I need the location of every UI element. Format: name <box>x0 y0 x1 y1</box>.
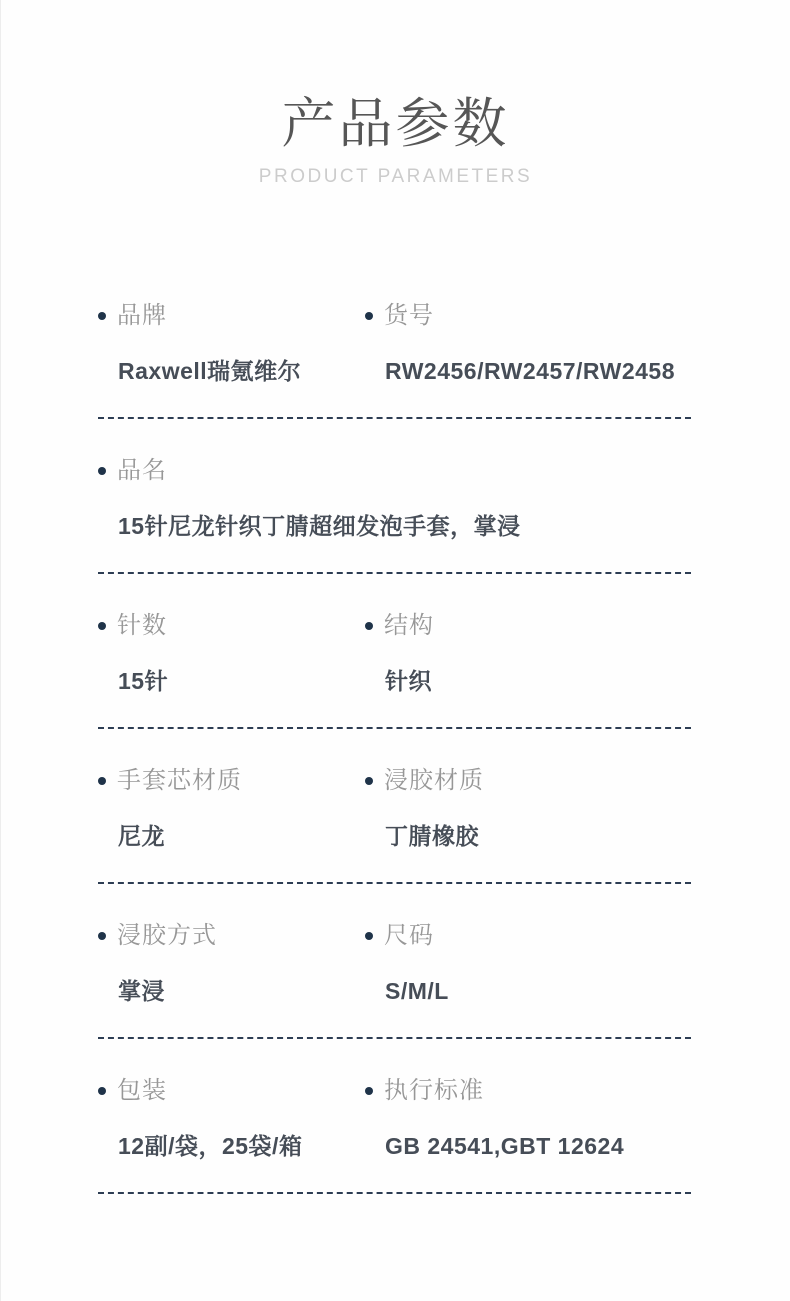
param-value: 12副/袋，25袋/箱 <box>118 1133 303 1159</box>
param-label: 针数 <box>117 612 167 639</box>
param-cell-gauge <box>98 610 365 696</box>
param-label-line <box>98 610 365 642</box>
bullet-dot-icon <box>98 1087 106 1095</box>
param-cell-sku <box>365 300 691 386</box>
bullet-dot-icon <box>365 777 373 785</box>
bullet-dot-icon <box>98 932 106 940</box>
param-value: GB 24541,GBT 12624 <box>385 1133 625 1159</box>
param-label: 品名 <box>117 457 167 484</box>
param-label: 包装 <box>117 1077 167 1104</box>
page-title: 产品参数 <box>281 94 510 154</box>
bullet-dot-icon <box>365 312 373 320</box>
param-value: RW2456/RW2457/RW2458 <box>385 358 675 384</box>
param-cell-packaging <box>98 1075 365 1161</box>
param-label-line <box>365 300 691 332</box>
param-label-line <box>98 920 365 952</box>
bullet-dot-icon <box>365 1087 373 1095</box>
param-cell-brand <box>98 300 365 386</box>
param-row-product-name <box>98 419 691 574</box>
param-label: 结构 <box>384 612 434 639</box>
param-label-line <box>365 610 691 642</box>
param-value: 15针尼龙针织丁腈超细发泡手套，掌浸 <box>118 513 521 539</box>
param-cell-coating-material <box>365 765 691 851</box>
param-label: 浸胶方式 <box>117 922 217 949</box>
bullet-dot-icon <box>98 622 106 630</box>
param-label: 货号 <box>384 302 434 329</box>
param-label: 手套芯材质 <box>117 767 242 794</box>
param-value: Raxwell瑞氪维尔 <box>118 358 302 384</box>
param-value: 掌浸 <box>118 978 165 1004</box>
param-value: 丁腈橡胶 <box>385 823 479 849</box>
param-row-packaging-standard <box>98 1039 691 1194</box>
bullet-dot-icon <box>98 777 106 785</box>
param-label: 浸胶材质 <box>384 767 484 794</box>
param-row-dip-size <box>98 884 691 1039</box>
bullet-dot-icon <box>98 312 106 320</box>
bullet-dot-icon <box>365 622 373 630</box>
section-header <box>1 0 790 188</box>
param-cell-standard <box>365 1075 691 1161</box>
param-cell-dip-method <box>98 920 365 1006</box>
param-label-line <box>365 765 691 797</box>
param-label-line <box>98 455 691 487</box>
param-row-materials <box>98 729 691 884</box>
parameters-list <box>98 264 691 1301</box>
param-label-line <box>98 300 365 332</box>
param-value: 15针 <box>118 668 169 694</box>
param-label-line <box>98 765 365 797</box>
param-label: 品牌 <box>117 302 167 329</box>
bullet-dot-icon <box>365 932 373 940</box>
param-label-line <box>365 920 691 952</box>
param-row-brand-sku <box>98 264 691 419</box>
param-label-line <box>98 1075 365 1107</box>
page-subtitle: PRODUCT PARAMETERS <box>258 166 533 187</box>
bullet-dot-icon <box>98 467 106 475</box>
param-cell-product-name <box>98 455 691 541</box>
param-label-line <box>365 1075 691 1107</box>
param-cell-size <box>365 920 691 1006</box>
param-label: 尺码 <box>384 922 434 949</box>
param-value: S/M/L <box>385 978 449 1004</box>
param-value: 尼龙 <box>118 823 165 849</box>
param-value: 针织 <box>385 668 432 694</box>
param-row-gauge-structure <box>98 574 691 729</box>
param-cell-structure <box>365 610 691 696</box>
param-cell-liner-material <box>98 765 365 851</box>
param-label: 执行标准 <box>384 1077 484 1104</box>
